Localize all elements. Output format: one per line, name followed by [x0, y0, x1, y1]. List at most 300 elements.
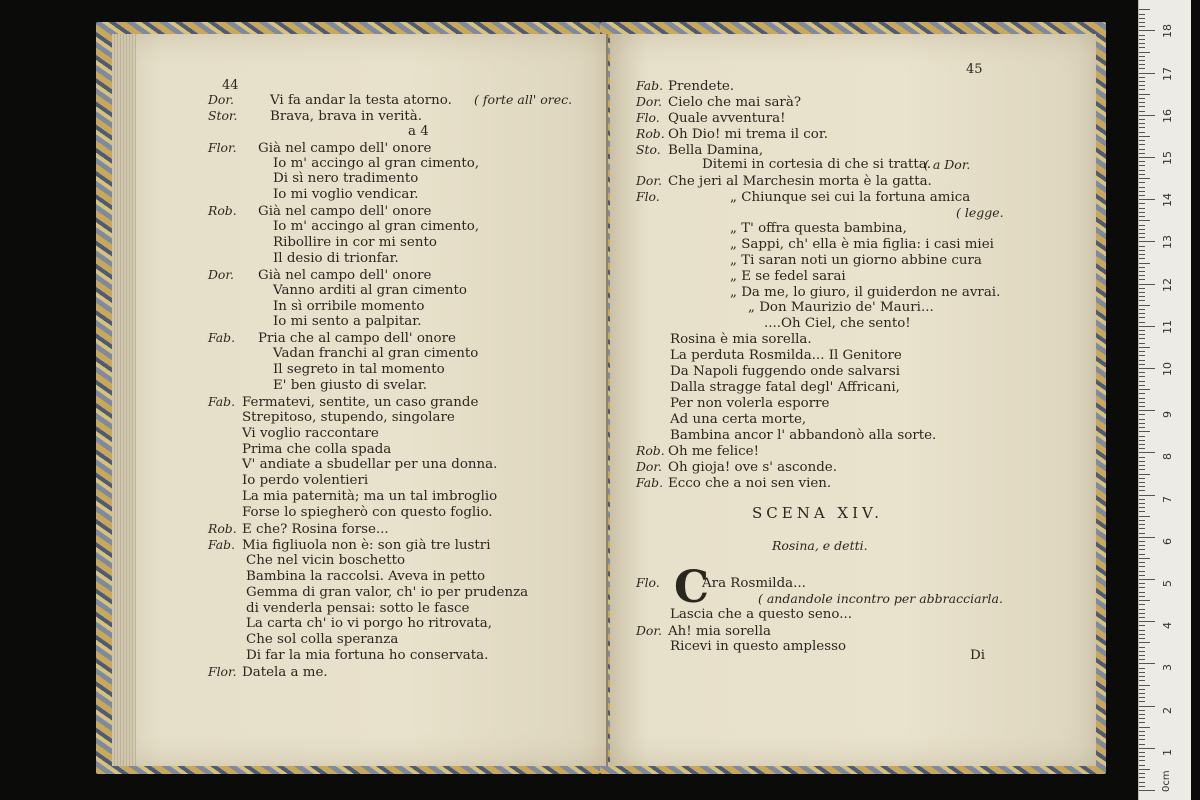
speaker-label: Dor.	[208, 92, 234, 107]
measuring-ruler	[1138, 0, 1191, 800]
text-line	[636, 94, 1000, 110]
text-line	[636, 221, 1000, 237]
verse-text: Già nel campo dell' onore	[258, 140, 432, 156]
ruler-unit: 0cm	[1161, 770, 1172, 792]
ruler-tick	[1139, 271, 1145, 272]
text-line	[636, 253, 1000, 269]
ruler-tick	[1139, 672, 1145, 673]
ruler-label: 8	[1161, 453, 1174, 461]
text-line	[636, 639, 852, 655]
text-line	[636, 428, 1000, 444]
text-line	[208, 314, 528, 330]
ruler-tick	[1139, 744, 1145, 745]
ruler-tick	[1139, 499, 1145, 500]
ruler-label: 3	[1161, 664, 1174, 672]
verse-text: E che? Rosina forse...	[242, 522, 389, 538]
ruler-tick	[1139, 254, 1145, 255]
verse-text: Vi fa andar la testa atorno.	[270, 93, 452, 108]
verse-text: Che nel vicin boschetto	[246, 552, 406, 568]
ruler-tick	[1139, 436, 1145, 437]
ruler-tick	[1139, 474, 1150, 475]
ruler-tick	[1139, 30, 1155, 31]
ruler-tick	[1139, 549, 1145, 550]
speaker-label: Rob.	[636, 443, 665, 459]
text-line	[636, 269, 1000, 285]
speaker-label: Flor.	[208, 664, 237, 680]
text-line	[208, 267, 528, 283]
left-page-text	[208, 92, 573, 681]
ruler-tick	[1139, 220, 1150, 221]
ruler-tick	[1139, 309, 1145, 310]
text-line	[208, 140, 528, 156]
ruler-tick	[1139, 246, 1145, 247]
ruler-tick	[1139, 634, 1145, 635]
verse-text: Ad una certa morte,	[670, 411, 807, 427]
verse-text: „ Ti saran noti un giorno abbine cura	[730, 252, 982, 268]
ruler-tick	[1139, 195, 1145, 196]
ruler-tick	[1139, 64, 1145, 65]
text-line	[636, 316, 1000, 332]
text-line	[636, 205, 1004, 221]
ruler-tick	[1139, 102, 1145, 103]
verse-text: Datela a me.	[242, 665, 328, 681]
ruler-tick	[1139, 157, 1155, 158]
ruler-tick	[1139, 545, 1145, 546]
ruler-tick	[1139, 26, 1145, 27]
ruler-tick	[1139, 457, 1145, 458]
ruler-tick	[1139, 9, 1150, 10]
verse-text: Vadan franchi al gran cimento	[273, 346, 479, 362]
ruler-tick	[1139, 727, 1150, 728]
ruler-tick	[1139, 537, 1155, 538]
text-line	[636, 110, 1000, 126]
verse-text: a 4	[408, 123, 429, 139]
ruler-tick	[1139, 722, 1145, 723]
ruler-tick	[1139, 752, 1145, 753]
ruler-tick	[1139, 625, 1145, 626]
ruler-tick	[1139, 423, 1145, 424]
speaker-label: Flo.	[636, 189, 660, 205]
ruler-label: 14	[1161, 193, 1174, 208]
ruler-tick	[1139, 161, 1145, 162]
text-line	[208, 108, 528, 124]
drop-cap: C	[674, 562, 710, 613]
ruler-tick	[1139, 119, 1145, 120]
right-page-text-bottom	[636, 575, 1003, 654]
text-line	[636, 189, 1000, 205]
ruler-tick	[1139, 461, 1145, 462]
text-line	[208, 187, 528, 203]
ruler-tick	[1139, 697, 1145, 698]
text-line	[208, 394, 528, 410]
text-line	[636, 237, 1000, 253]
verse-text: Fermatevi, sentite, un caso grande	[242, 394, 479, 410]
ruler-tick	[1139, 558, 1150, 559]
ruler-tick	[1139, 647, 1145, 648]
ruler-tick	[1139, 347, 1150, 348]
verse-text: V' andiate a sbudellar per una donna.	[242, 457, 498, 473]
ruler-tick	[1139, 659, 1145, 660]
text-line	[636, 475, 1000, 491]
ruler-tick	[1139, 68, 1145, 69]
stage-direction: ( a Dor.	[924, 157, 971, 173]
ruler-label: 18	[1161, 24, 1174, 39]
ruler-tick	[1139, 364, 1145, 365]
ruler-tick	[1139, 326, 1155, 327]
verse-text: Già nel campo dell' onore	[258, 267, 432, 283]
verse-text: Io m' accingo al gran cimento,	[273, 219, 480, 235]
ruler-tick	[1139, 389, 1150, 390]
ruler-tick	[1139, 199, 1155, 200]
ruler-tick	[1139, 212, 1145, 213]
verse-text: „ Da me, lo giuro, il guiderdon ne avrai.	[730, 284, 1001, 300]
ruler-tick	[1139, 368, 1155, 369]
speaker-label: Fab.	[208, 393, 236, 409]
verse-text: La carta ch' io vi porgo ho ritrovata,	[246, 616, 492, 632]
text-line	[636, 459, 1000, 475]
ruler-tick	[1139, 39, 1145, 40]
ruler-tick	[1139, 507, 1145, 508]
ruler-tick	[1139, 393, 1145, 394]
ruler-tick	[1139, 182, 1145, 183]
stage-direction: ( legge.	[956, 205, 1004, 221]
text-line	[208, 442, 528, 458]
ruler-tick	[1139, 516, 1150, 517]
ruler-tick	[1139, 486, 1145, 487]
ruler-tick	[1139, 338, 1145, 339]
ruler-tick	[1139, 398, 1145, 399]
verse-text: Il segreto in tal momento	[273, 362, 445, 378]
ruler-tick	[1139, 77, 1145, 78]
ruler-tick	[1139, 524, 1145, 525]
ruler-tick	[1139, 111, 1145, 112]
verse-text: Ricevi in questo amplesso	[670, 638, 847, 654]
verse-text: Dalla stragge fatal degl' Affricani,	[670, 379, 900, 395]
text-line	[208, 410, 528, 426]
text-line	[208, 330, 528, 346]
verse-text: Bambina la raccolsi. Aveva in petto	[246, 568, 486, 584]
ruler-tick	[1139, 313, 1145, 314]
ruler-tick	[1139, 73, 1155, 74]
ruler-tick	[1139, 132, 1145, 133]
ruler-label: 16	[1161, 108, 1174, 123]
ruler-tick	[1139, 739, 1145, 740]
text-line	[208, 283, 528, 299]
ruler-tick	[1139, 571, 1145, 572]
verse-text: La perduta Rosmilda... Il Genitore	[670, 348, 902, 364]
text-line	[208, 251, 528, 267]
ruler-tick	[1139, 296, 1145, 297]
ruler-tick	[1139, 444, 1145, 445]
ruler-tick	[1139, 136, 1150, 137]
verse-text: Vi voglio raccontare	[242, 425, 379, 441]
verse-text: Brava, brava in verità.	[270, 108, 423, 124]
ruler-tick	[1139, 782, 1145, 783]
speaker-label: Rob.	[636, 125, 665, 141]
ruler-tick	[1139, 106, 1145, 107]
ruler-tick	[1139, 790, 1155, 791]
ruler-tick	[1139, 170, 1145, 171]
verse-text: Che sol colla speranza	[246, 632, 399, 648]
verse-text: Da Napoli fuggendo onde salvarsi	[670, 364, 900, 380]
ruler-tick	[1139, 191, 1145, 192]
verse-text: Che jeri al Marchesin morta è la gatta.	[668, 174, 932, 190]
verse-text: Prima che colla spada	[242, 441, 392, 457]
ruler-tick	[1139, 43, 1145, 44]
page-edge	[112, 34, 136, 766]
text-line	[208, 219, 528, 235]
ruler-tick	[1139, 372, 1145, 373]
verse-text: di venderla pensai: sotto le fasce	[246, 600, 470, 616]
text-line	[636, 126, 1000, 142]
ruler-tick	[1139, 583, 1145, 584]
ruler-tick	[1139, 773, 1145, 774]
ruler-tick	[1139, 490, 1145, 491]
text-line	[208, 489, 528, 505]
ruler-tick	[1139, 748, 1155, 749]
ruler-tick	[1139, 140, 1145, 141]
ruler-tick	[1139, 638, 1145, 639]
ruler-tick	[1139, 187, 1145, 188]
verse-text: Io m' accingo al gran cimento,	[273, 155, 480, 171]
ruler-tick	[1139, 14, 1145, 15]
ruler-tick	[1139, 406, 1145, 407]
ruler-tick	[1139, 452, 1155, 453]
ruler-tick	[1139, 330, 1145, 331]
verse-text: Lascia che a questo seno...	[670, 606, 853, 622]
ruler-tick	[1139, 300, 1145, 301]
ruler-label: 7	[1161, 495, 1174, 503]
ruler-tick	[1139, 710, 1145, 711]
ruler-tick	[1139, 149, 1145, 150]
text-line	[636, 348, 1000, 364]
ruler-tick	[1139, 718, 1145, 719]
ruler-tick	[1139, 756, 1145, 757]
speaker-label: Flo.	[636, 109, 660, 125]
verse-text: Pria che al campo dell' onore	[258, 331, 456, 347]
verse-text: E' ben giusto di svelar.	[273, 378, 428, 394]
ruler-tick	[1139, 760, 1145, 761]
ruler-tick	[1139, 18, 1145, 19]
ruler-tick	[1139, 609, 1145, 610]
ruler-tick	[1139, 765, 1145, 766]
text-line	[208, 569, 528, 585]
ruler-tick	[1139, 689, 1145, 690]
ruler-tick	[1139, 94, 1150, 95]
speaker-label: Sto.	[636, 141, 661, 157]
ruler-tick	[1139, 174, 1145, 175]
ruler-label: 13	[1161, 235, 1174, 250]
ruler-tick	[1139, 225, 1145, 226]
text-line	[208, 299, 528, 315]
ruler-tick	[1139, 587, 1145, 588]
verse-text: Ara Rosmilda...	[702, 576, 806, 591]
ruler-tick	[1139, 541, 1145, 542]
speaker-label: Fab.	[208, 536, 236, 552]
speaker-label: Dor.	[208, 266, 234, 282]
ruler-tick	[1139, 503, 1145, 504]
ruler-tick	[1139, 208, 1145, 209]
ruler-label: 2	[1161, 706, 1174, 714]
text-line	[208, 171, 528, 187]
ruler-tick	[1139, 663, 1155, 664]
verse-text: „ E se fedel sarai	[730, 268, 846, 284]
ruler-tick	[1139, 613, 1145, 614]
ruler-tick	[1139, 288, 1145, 289]
text-line	[208, 521, 528, 537]
ruler-tick	[1139, 617, 1145, 618]
verse-text: Io perdo volentieri	[242, 473, 369, 489]
right-page	[610, 34, 1096, 766]
verse-text: „ Chiunque sei cui la fortuna amica	[730, 190, 971, 206]
verse-text: Oh Dio! mi trema il cor.	[668, 126, 829, 142]
speaker-label: Rob.	[208, 203, 237, 219]
ruler-tick	[1139, 621, 1155, 622]
ruler-tick	[1139, 35, 1145, 36]
ruler-tick	[1139, 56, 1145, 57]
ruler-tick	[1139, 250, 1145, 251]
ruler-tick	[1139, 402, 1145, 403]
ruler-tick	[1139, 630, 1145, 631]
text-line	[208, 664, 528, 680]
left-page-number: 44	[222, 78, 239, 93]
ruler-label: 17	[1161, 66, 1174, 81]
ruler-tick	[1139, 351, 1145, 352]
ruler-tick	[1139, 478, 1145, 479]
ruler-tick	[1139, 533, 1145, 534]
verse-text: Ecco che a noi sen vien.	[668, 476, 832, 492]
verse-text: Rosina è mia sorella.	[670, 332, 812, 348]
text-line	[208, 457, 528, 473]
ruler-tick	[1139, 419, 1145, 420]
ruler-tick	[1139, 495, 1155, 496]
text-line	[208, 346, 528, 362]
verse-text: Cielo che mai sarà?	[668, 94, 801, 110]
ruler-label: 6	[1161, 537, 1174, 545]
text-line	[208, 203, 528, 219]
ruler-tick	[1139, 292, 1145, 293]
text-line	[636, 364, 1000, 380]
text-line	[208, 473, 528, 489]
verse-text: Di sì nero tradimento	[273, 171, 419, 187]
ruler-tick	[1139, 343, 1145, 344]
speaker-label: Dor.	[636, 622, 662, 638]
ruler-tick	[1139, 360, 1145, 361]
ruler-tick	[1139, 465, 1145, 466]
text-line	[636, 142, 1000, 158]
speaker-label: Fab.	[208, 330, 236, 346]
ruler-tick	[1139, 229, 1145, 230]
verse-text: Io mi sento a palpitar.	[273, 314, 422, 330]
ruler-tick	[1139, 47, 1145, 48]
ruler-tick	[1139, 275, 1145, 276]
ruler-tick	[1139, 786, 1145, 787]
text-line	[208, 426, 528, 442]
ruler-tick	[1139, 127, 1145, 128]
verse-text: Bella Damina,	[668, 142, 764, 158]
verse-text: Quale avventura!	[668, 110, 786, 126]
ruler-tick	[1139, 520, 1145, 521]
text-line	[208, 235, 528, 251]
text-line	[636, 285, 1000, 301]
ruler-tick	[1139, 769, 1150, 770]
verse-text: Oh gioja! ove s' asconde.	[668, 460, 837, 476]
verse-text: Forse lo spiegherò con questo foglio.	[242, 505, 493, 521]
ruler-tick	[1139, 528, 1145, 529]
speaker-label: Dor.	[636, 173, 662, 189]
ruler-tick	[1139, 241, 1155, 242]
left-page	[112, 34, 608, 766]
text-line	[208, 601, 528, 617]
ruler-tick	[1139, 604, 1145, 605]
text-line	[636, 157, 1000, 173]
right-page-number: 45	[966, 62, 983, 77]
ruler-tick	[1139, 203, 1145, 204]
ruler-tick	[1139, 714, 1145, 715]
text-line	[208, 505, 528, 521]
ruler-tick	[1139, 233, 1145, 234]
ruler-label: 12	[1161, 277, 1174, 292]
verse-text: Mia figliuola non è: son già tre lustri	[242, 537, 491, 553]
ruler-label: 9	[1161, 411, 1174, 419]
ruler-tick	[1139, 322, 1145, 323]
verse-text: Strepitoso, stupendo, singolare	[242, 409, 455, 425]
text-line	[636, 590, 1003, 607]
ruler-tick	[1139, 237, 1145, 238]
ruler-tick	[1139, 381, 1145, 382]
ruler-tick	[1139, 676, 1145, 677]
ruler-tick	[1139, 263, 1150, 264]
text-line	[208, 378, 528, 394]
text-line	[636, 443, 1000, 459]
text-line	[208, 553, 528, 569]
ruler-tick	[1139, 579, 1155, 580]
right-page-text-top	[636, 78, 1004, 492]
catchword: Di	[970, 648, 986, 663]
ruler-tick	[1139, 596, 1145, 597]
ruler-tick	[1139, 651, 1145, 652]
ruler-tick	[1139, 731, 1145, 732]
ruler-tick	[1139, 334, 1145, 335]
speaker-label: Fab.	[636, 78, 664, 93]
ruler-tick	[1139, 385, 1145, 386]
verse-text: Già nel campo dell' onore	[258, 204, 432, 220]
ruler-tick	[1139, 317, 1145, 318]
ruler-tick	[1139, 777, 1145, 778]
text-line	[208, 648, 528, 664]
text-line	[208, 362, 528, 378]
text-line	[208, 537, 528, 553]
verse-text: La mia paternità; ma un tal imbroglio	[242, 489, 498, 505]
ruler-label: 15	[1161, 151, 1174, 165]
verse-text: ....Oh Ciel, che sento!	[764, 316, 911, 332]
ruler-tick	[1139, 279, 1145, 280]
ruler-tick	[1139, 427, 1145, 428]
ruler-tick	[1139, 655, 1145, 656]
ruler-tick	[1139, 355, 1145, 356]
text-line	[208, 585, 528, 601]
speaker-label: Dor.	[636, 93, 662, 109]
ruler-tick	[1139, 98, 1145, 99]
text-line	[636, 78, 1000, 94]
ruler-tick	[1139, 554, 1145, 555]
ruler-tick	[1139, 511, 1145, 512]
ruler-tick	[1139, 706, 1155, 707]
ruler-tick	[1139, 668, 1145, 669]
ruler-tick	[1139, 575, 1145, 576]
verse-text: Oh me felice!	[668, 444, 759, 460]
ruler-tick	[1139, 414, 1145, 415]
